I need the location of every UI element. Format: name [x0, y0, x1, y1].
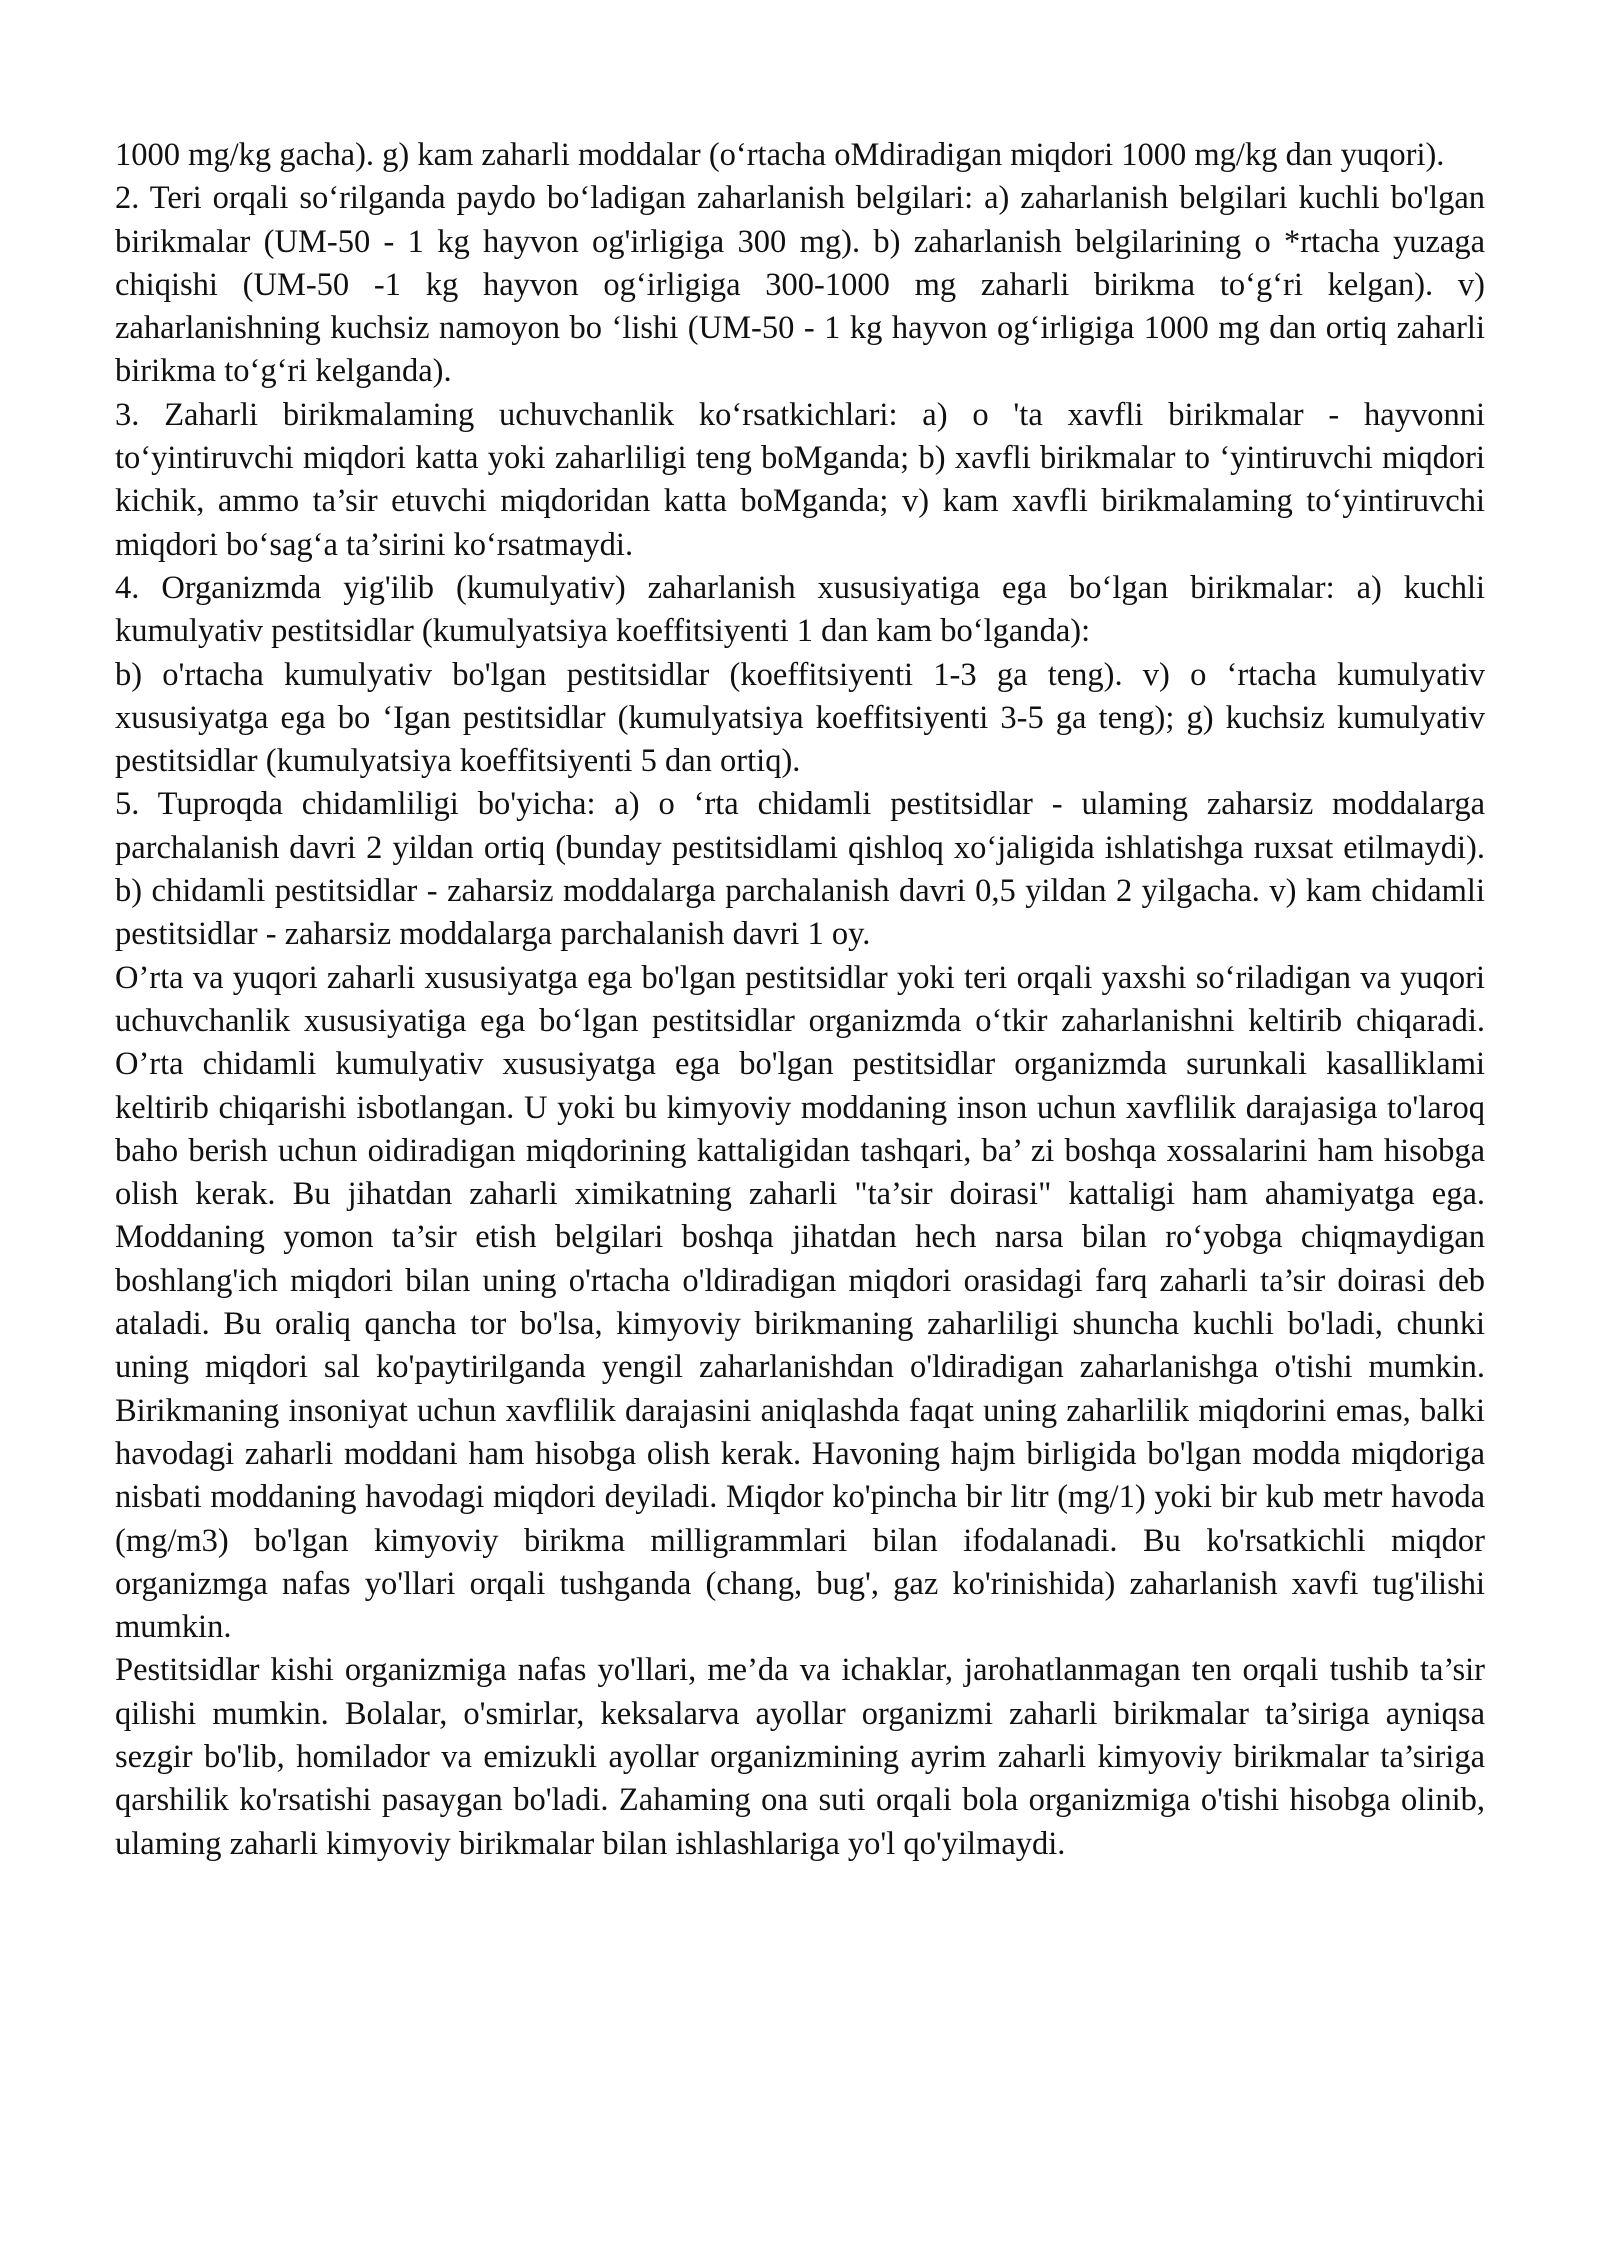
paragraph-item-2: 2. Teri orqali so‘rilganda paydo bo‘ladigan zaharlanish belgilari: a) zaharlanish belgilari kuchli bo'lgan birikmalar (UM-50 - 1 kg hayvon og'irligiga 300 mg). b) zaharlanish belgilarining o *rtacha yuzaga chiqishi (UM-50 -1 kg hayvon og‘irligiga 300-1000 mg zaharli birikma to‘g‘ri kelgan). v) zaharlanishning kuchsiz namoyon bo ‘lishi (UM-50 - 1 kg hayvon og‘irligiga 1000 mg dan ortiq zaharli birikma to‘g‘ri kelganda).: [115, 180, 1485, 390]
paragraph-continuation: 1000 mg/kg gacha). g) kam zaharli moddalar (o‘rtacha oMdiradigan miqdori 1000 mg/kg dan yuqori).: [115, 137, 1445, 173]
paragraph-item-4: 4. Organizmda yig'ilib (kumulyativ) zaharlanish xususiyatiga ega bo‘lgan birikmalar: a) kuchli kumulyativ pestitsidlar (kumulyatsiya koeffitsiyenti 1 dan kam bo‘lganda):: [115, 569, 1485, 650]
paragraph-item-3: 3. Zaharli birikmalaming uchuvchanlik ko‘rsatkichlari: a) o 'ta xavfli birikmalar - hayvonni to‘yintiruvchi miqdori katta yoki zaharliligi teng boMganda; b) xavfli birikmalar to ‘yintiruvchi miqdori kichik, ammo ta’sir etuvchi miqdoridan katta boMganda; v) kam xavfli birikmalaming to‘yintiruvchi miqdori bo‘sag‘a ta’sirini ko‘rsatmaydi.: [115, 396, 1485, 563]
paragraph-item-5: 5. Tuproqda chidamliligi bo'yicha: a) o ‘rta chidamli pestitsidlar - ulaming zaharsiz moddalarga parchalanish davri 2 yildan ortiq (bunday pestitsidlami qishloq xo‘jaligida ishlatishga ruxsat etilmaydi). b) chidamli pestitsidlar - zaharsiz moddalarga parchalanish davri 0,5 yildan 2 yilgacha. v) kam chidamli pestitsidlar - zaharsiz moddalarga parchalanish davri 1 oy.: [115, 786, 1485, 953]
paragraph-body-1: O’rta va yuqori zaharli xususiyatga ega bo'lgan pestitsidlar yoki teri orqali yaxshi so‘riladigan va yuqori uchuvchanlik xususiyatiga ega bo‘lgan pestitsidlar organizmda o‘tkir zaharlanishni keltirib chiqaradi. O’rta chidamli kumulyativ xususiyatga ega bo'lgan pestitsidlar organizmda surunkali kasalliklami keltirib chiqarishi isbotlangan. U yoki bu kimyoviy moddaning inson uchun xavflilik darajasiga to'laroq baho berish uchun oidiradigan miqdorining kattaligidan tashqari, ba’ zi boshqa xossalarini ham hisobga olish kerak. Bu jihatdan zaharli ximikatning zaharli "ta’sir doirasi" kattaligi ham ahamiyatga ega. Moddaning yomon ta’sir etish belgilari boshqa jihatdan hech narsa bilan ro‘yobga chiqmaydigan boshlang'ich miqdori bilan uning o'rtacha o'ldiradigan miqdori orasidagi farq zaharli ta’sir doirasi deb ataladi. Bu oraliq qancha tor bo'lsa, kimyoviy birikmaning zaharliligi shuncha kuchli bo'ladi, chunki uning miqdori sal ko'paytirilganda yengil zaharlanishdan o'ldiradigan zaharlanishga o'tishi mumkin. Birikmaning insoniyat uchun xavflilik darajasini aniqlashda faqat uning zaharlilik miqdorini emas, balki havodagi zaharli moddani ham hisobga olish kerak. Havoning hajm birligida bo'lgan modda miqdoriga nisbati moddaning havodagi miqdori deyiladi. Miqdor ko'pincha bir litr (mg/1) yoki bir kub metr havoda (mg/m3) bo'lgan kimyoviy birikma milligrammlari bilan ifodalanadi. Bu ko'rsatkichli miqdor organizmga nafas yo'llari orqali tushganda (chang, bug', gaz ko'rinishida) zaharlanish xavfi tug'ilishi mumkin.: [115, 959, 1485, 1646]
paragraph-body-2: Pestitsidlar kishi organizmiga nafas yo'llari, me’da va ichaklar, jarohatlanmagan ten orqali tushib ta’sir qilishi mumkin. Bolalar, o'smirlar, keksalarva ayollar organizmi zaharli birikmalar ta’siriga ayniqsa sezgir bo'lib, homilador va emizukli ayollar organizmining ayrim zaharli kimyoviy birikmalar ta’siriga qarshilik ko'rsatishi pasaygan bo'ladi. Zahaming ona suti orqali bola organizmiga o'tishi hisobga olinib, ulaming zaharli kimyoviy birikmalar bilan ishlashlariga yo'l qo'yilmaydi.: [115, 1652, 1485, 1862]
paragraph-item-4-continued: b) o'rtacha kumulyativ bo'lgan pestitsidlar (koeffitsiyenti 1-3 ga teng). v) o ‘rtacha kumulyativ xususiyatga ega bo ‘Igan pestitsidlar (kumulyatsiya koeffitsiyenti 3-5 ga teng); g) kuchsiz kumulyativ pestitsidlar (kumulyatsiya koeffitsiyenti 5 dan ortiq).: [115, 656, 1485, 780]
document-page: [115, 134, 1485, 1866]
